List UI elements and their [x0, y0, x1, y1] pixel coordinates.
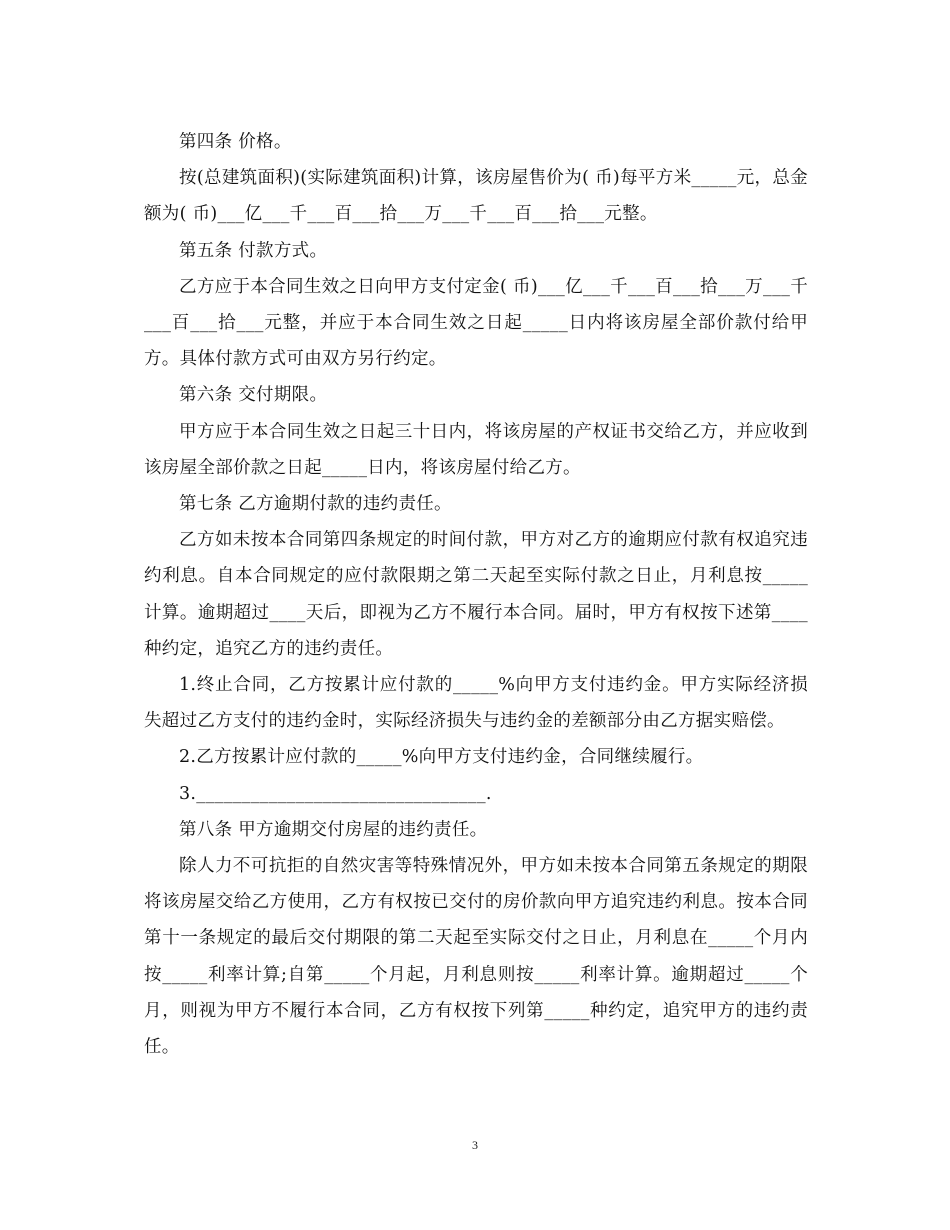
article-6-delivery-clause: 甲方应于本合同生效之日起三十日内，将该房屋的产权证书交给乙方，并应收到该房屋全部价款之日起_____日内，将该房屋付给乙方。	[144, 421, 808, 478]
article-4-heading: 第四条 价格。	[179, 132, 292, 152]
article-7-late-payment-clause: 乙方如未按本合同第四条规定的时间付款，甲方对乙方的逾期应付款有权追究违约利息。自本合同规定的应付款限期之第二天起至实际付款之日止，月利息按_____计算。逾期超过____天后，即视为乙方不履行本合同。届时，甲方有权按下述第____种约定，追究乙方的违约责任。	[144, 530, 808, 659]
contract-body	[144, 124, 808, 1065]
article-7-option-1: 1.终止合同，乙方按累计应付款的_____%向甲方支付违约金。甲方实际经济损失超过乙方支付的违约金时，实际经济损失与违约金的差额部分由乙方据实赔偿。	[144, 675, 808, 732]
article-8-heading: 第八条 甲方逾期交付房屋的违约责任。	[179, 819, 488, 840]
article-5-heading: 第五条 付款方式。	[179, 240, 328, 261]
page-number: 3	[472, 1138, 478, 1152]
article-6-heading: 第六条 交付期限。	[179, 385, 328, 406]
article-7-option-3: 3.________________________________.	[179, 783, 492, 804]
article-4-price-clause: 按(总建筑面积)(实际建筑面积)计算，该房屋售价为( 币)每平方米_____元，总金额为( 币)___亿___千___百___拾___万___千___百___拾___元整。	[144, 168, 808, 225]
article-8-late-delivery-clause: 除人力不可抗拒的自然灾害等特殊情况外，甲方如未按本合同第五条规定的期限将该房屋交给乙方使用，乙方有权按已交付的房价款向甲方追究违约利息。按本合同第十一条规定的最后交付期限的第二天起至实际交付之日止，月利息在_____个月内按_____利率计算;自第_____个月起，月利息则按_____利率计算。逾期超过_____个月，则视为甲方不履行本合同，乙方有权按下列第_____种约定，追究甲方的违约责任。	[144, 856, 808, 1058]
article-7-option-2: 2.乙方按累计应付款的_____%向甲方支付违约金，合同继续履行。	[179, 747, 704, 768]
article-7-heading: 第七条 乙方逾期付款的违约责任。	[179, 494, 452, 515]
article-5-payment-clause: 乙方应于本合同生效之日向甲方支付定金( 币)___亿___千___百___拾___万___千___百___拾___元整，并应于本合同生效之日起_____日内将该房屋全部价款付给甲方。具体付款方式可由双方另行约定。	[144, 276, 808, 370]
